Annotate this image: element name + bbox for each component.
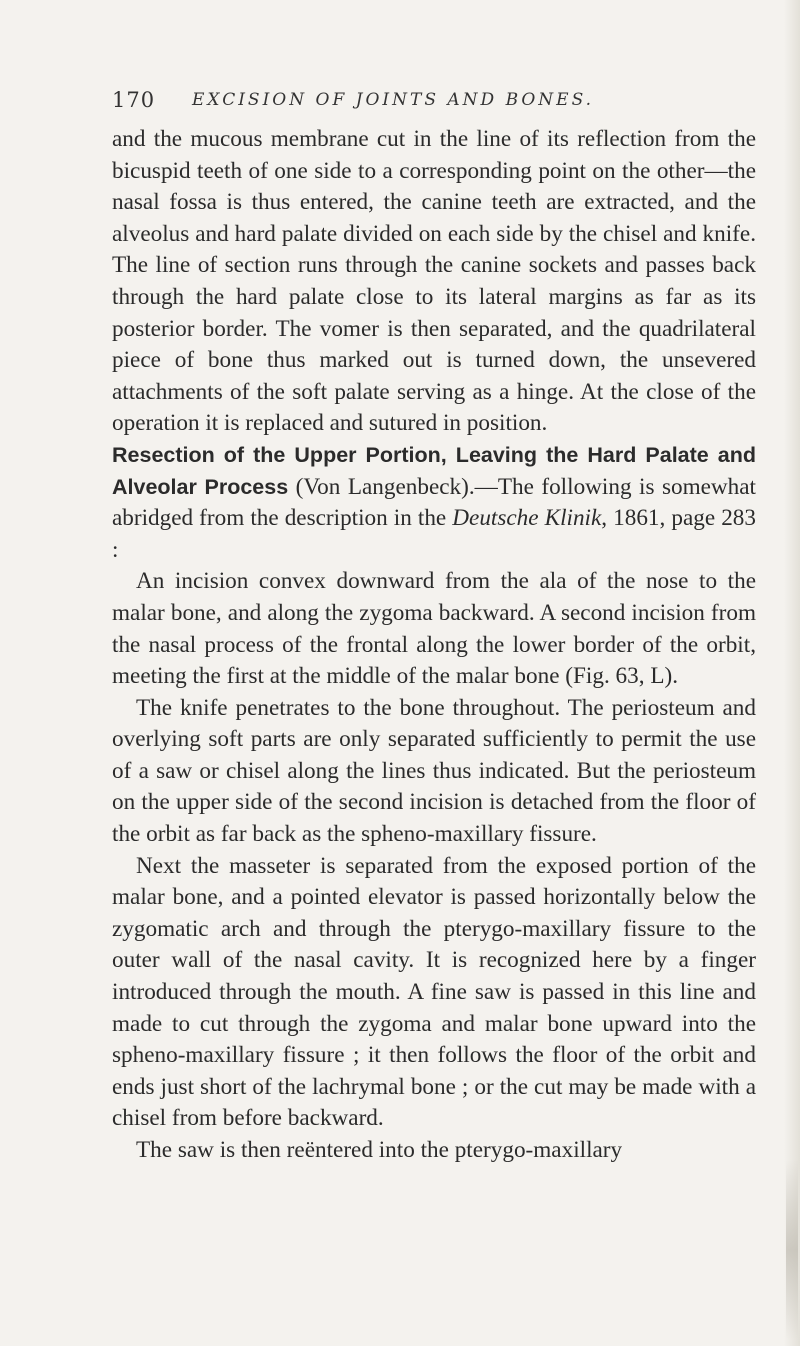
page-edge-smudge [786,1160,798,1340]
paragraph-resection [112,440,756,566]
paragraph-resection-text-b: , 1861, page 283 : [112,505,756,563]
paragraph-resection-text-a: (Von Langenbeck).—The following is somewhat abridged from the description in the [112,473,756,532]
page-number: 170 [112,88,156,112]
paragraph-masseter: Next the masseter is separated from the exposed portion of the malar bone, and a pointed elevator is passed horizontally below the zygomatic arch and through the pterygo-maxillary fissure to the outer wall of the nasal cavity. It is recognized here by a finger introduced through the mouth. A fine saw is passed in this line and made to cut through the zygoma and malar bone upward into the spheno-maxillary fissure ; it then follows the floor of the orbit and ends just short of the lachrymal bone ; or the cut may be made with a chisel from before backward. [112,852,756,1132]
page-header [112,88,752,118]
paragraph-continuation: and the mucous membrane cut in the line of its reflection from the bicuspid teeth of one side to a corresponding point on the other—the nasal fossa is thus entered, the canine teeth are extracted, and the alveolus and hard palate divided on each side by the chisel and knife. The line of section runs through the canine sockets and passes back through the hard palate close to its lateral margins as far as its posterior border. The vomer is then separated, and the quadrilateral piece of bone thus marked out is turned down, the unsevered attachments of the soft palate serving as a hinge. At the close of the operation it is replaced and sutured in position. [112,126,756,437]
paragraph-incision: An incision convex downward from the ala of the nose to the malar bone, and along the zygoma backward. A second incision from the nasal process of the frontal along the lower border of the orbit, meeting the first at the middle of the malar bone (Fig. 63, L). [112,568,756,690]
body-text [112,124,756,1167]
paragraph-saw: The saw is then reëntered into the pterygo-maxillary [136,1137,623,1163]
journal-title: Deutsche Klinik [452,505,602,532]
page-edge-shadow [784,0,800,1346]
paragraph-knife: The knife penetrates to the bone throughout. The periosteum and overlying soft parts are only separated sufficiently to permit the use of a saw or chisel along the lines thus indicated. But the periosteum on the upper side of the second incision is detached from the floor of the orbit as far back as the spheno-maxillary fissure. [112,694,756,848]
section-heading: Resection of the Upper Portion, Leaving the Hard Palate and Alveolar Process [112,442,756,499]
running-head: EXCISION OF JOINTS AND BONES. [192,90,595,110]
